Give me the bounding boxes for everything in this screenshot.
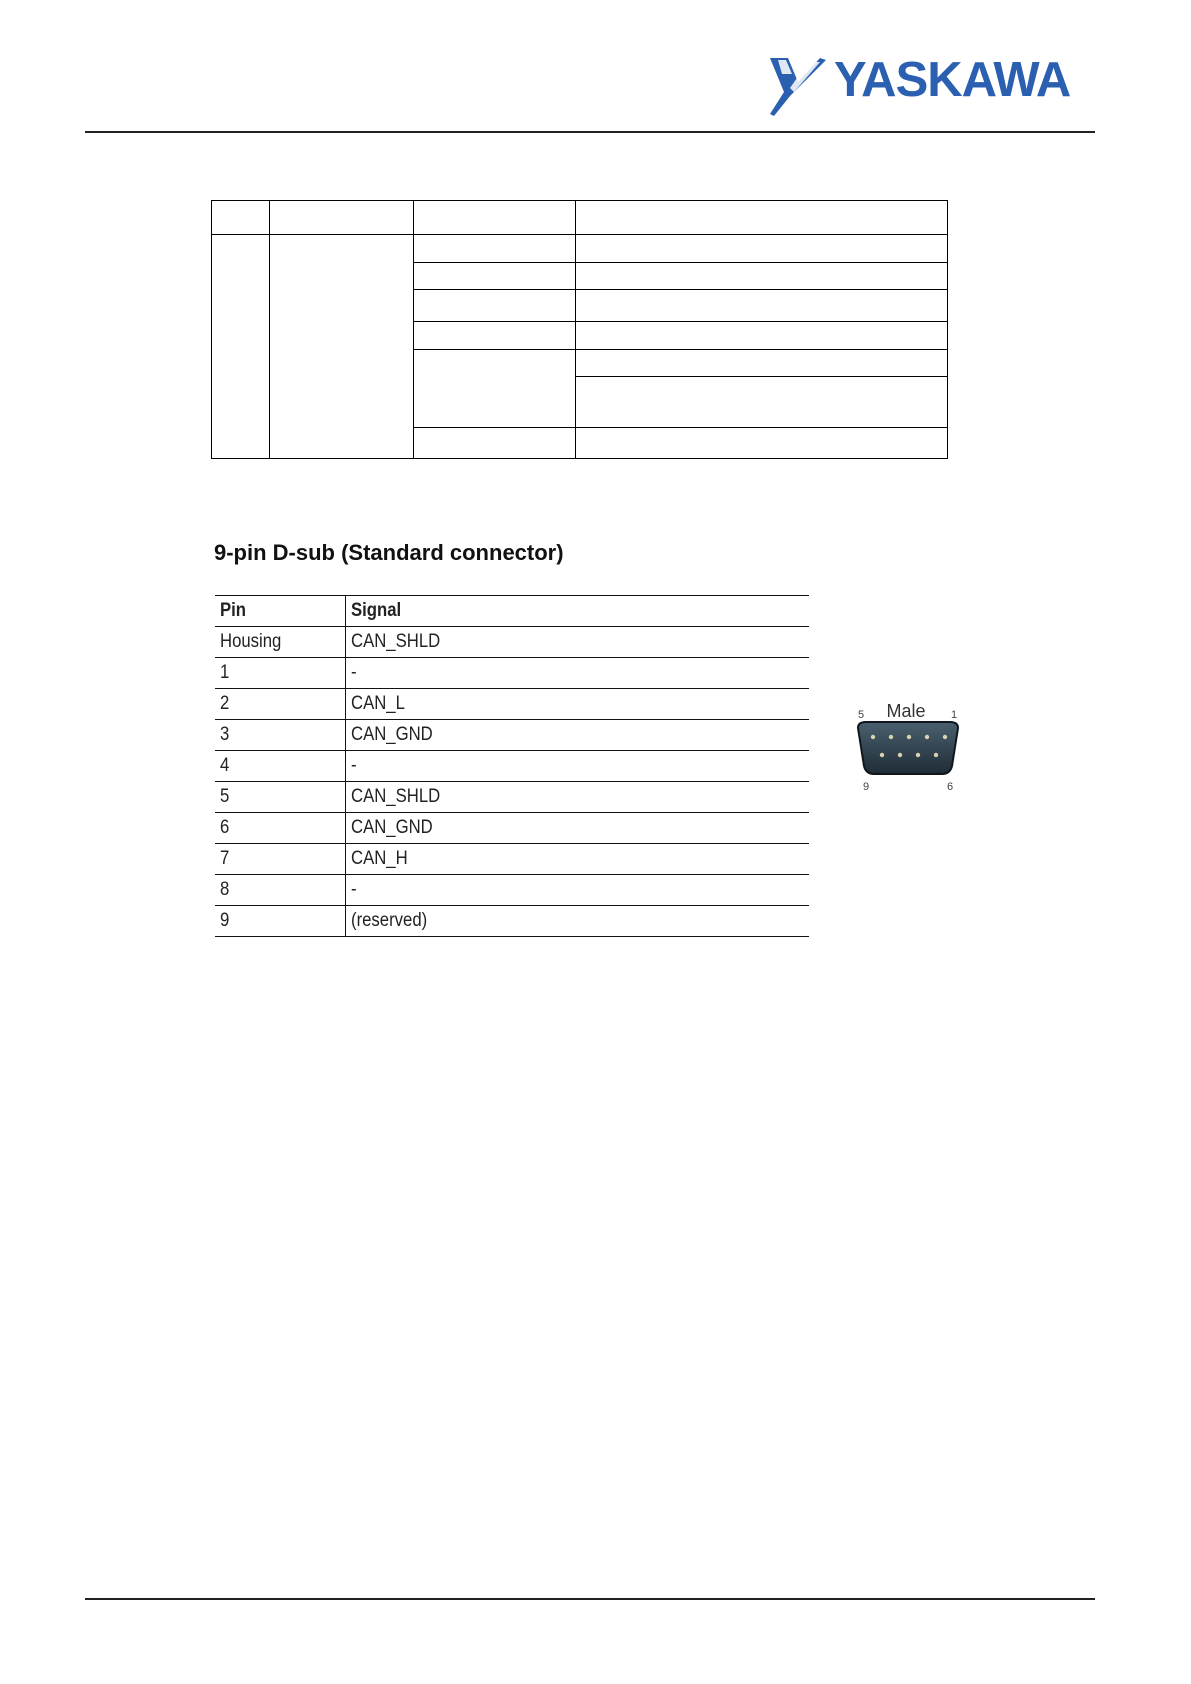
footer-rule xyxy=(85,1598,1095,1600)
connector-gender-label: Male xyxy=(886,701,926,721)
pin-column-divider xyxy=(215,844,346,874)
table-col-divider xyxy=(269,201,270,458)
pin-column-divider xyxy=(215,658,346,688)
table-row xyxy=(215,813,809,844)
signal-cell: - xyxy=(351,755,357,776)
pin-cell: 4 xyxy=(220,755,230,776)
pin-column-divider xyxy=(215,782,346,812)
signal-cell: (reserved) xyxy=(351,910,428,931)
db9-male-connector-icon xyxy=(850,698,966,794)
table-row-rule xyxy=(413,262,947,263)
pin-number-9: 9 xyxy=(863,781,870,793)
signal-cell: CAN_GND xyxy=(351,724,433,745)
pin-column-divider xyxy=(215,689,346,719)
empty-table xyxy=(211,200,948,459)
pin-cell: 2 xyxy=(220,693,230,714)
pin-cell: 8 xyxy=(220,879,230,900)
table-row xyxy=(215,627,809,658)
pin-number-1: 1 xyxy=(951,709,958,721)
section-title: 9-pin D-sub (Standard connector) xyxy=(214,540,564,565)
table-col-divider xyxy=(575,201,576,458)
table-header-rule xyxy=(212,234,947,235)
signal-cell: CAN_SHLD xyxy=(351,786,441,807)
table-row xyxy=(215,751,809,782)
table-row-rule xyxy=(413,427,947,428)
yaskawa-logo xyxy=(764,52,1098,118)
pin-cell: 9 xyxy=(220,910,230,931)
brand-name: YASKAWA xyxy=(834,53,1071,107)
signal-cell: CAN_L xyxy=(351,693,405,714)
table-row xyxy=(215,720,809,751)
signal-cell: CAN_SHLD xyxy=(351,631,441,652)
pin-table-header xyxy=(215,595,809,627)
pin-cell: 7 xyxy=(220,848,230,869)
pin-column-divider xyxy=(215,875,346,905)
table-row-rule xyxy=(413,321,947,322)
pin-table xyxy=(215,595,809,937)
pin-header: Pin xyxy=(220,600,247,621)
pin-cell: 1 xyxy=(220,662,230,683)
table-row xyxy=(215,906,809,937)
table-row xyxy=(215,844,809,875)
table-row xyxy=(215,875,809,906)
signal-cell: - xyxy=(351,662,357,683)
header-rule xyxy=(85,131,1095,133)
pin-cell: 5 xyxy=(220,786,230,807)
pin-cell: 3 xyxy=(220,724,230,745)
pin-cell: Housing xyxy=(220,631,282,652)
pin-number-6: 6 xyxy=(947,781,954,793)
table-col-divider xyxy=(413,201,414,458)
yaskawa-swoosh-icon xyxy=(764,52,828,118)
signal-cell: - xyxy=(351,879,357,900)
signal-cell: CAN_H xyxy=(351,848,408,869)
table-row xyxy=(215,782,809,813)
table-row-rule xyxy=(413,289,947,290)
table-row-rule xyxy=(575,376,947,377)
pin-column-divider xyxy=(215,720,346,750)
pin-column-divider xyxy=(215,751,346,781)
connector-shell xyxy=(858,722,958,774)
table-row xyxy=(215,658,809,689)
pin-cell: 6 xyxy=(220,817,230,838)
table-row-rule xyxy=(413,349,947,350)
pin-column-divider xyxy=(215,813,346,843)
pin-column-divider xyxy=(215,906,346,936)
signal-cell: CAN_GND xyxy=(351,817,433,838)
pin-number-5: 5 xyxy=(858,709,865,721)
table-row xyxy=(215,689,809,720)
signal-header: Signal xyxy=(351,600,402,621)
